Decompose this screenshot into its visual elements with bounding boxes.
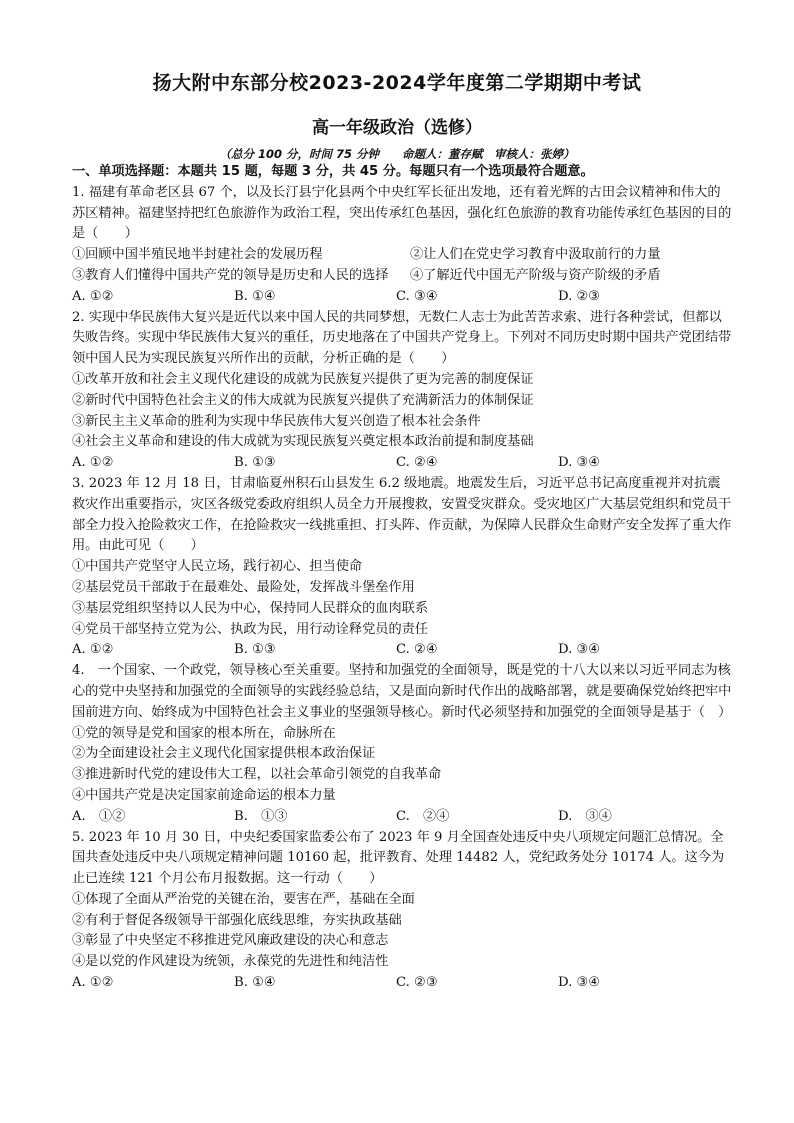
q5-option-d: D. ③④: [558, 975, 601, 991]
q3-option-a: A. ①②: [72, 642, 114, 658]
question-4-options: [72, 807, 732, 828]
q1-statement-4: ④了解近代中国无产阶级与资产阶级的矛盾: [410, 267, 661, 283]
q2-option-b: B. ①③: [234, 455, 276, 471]
q5-statement-2: ②有利于督促各级领导干部强化底线思维，夯实执政基础: [72, 912, 402, 928]
q1-statement-3: ③教育人们懂得中国共产党的领导是历史和人民的选择: [72, 267, 389, 283]
question-1-statements-row-1: [72, 245, 732, 266]
question-1-stem: 1. 福建有革命老区县 67 个，以及长汀县宁化县两个中央红军长征出发地，还有着光辉的古田会议精神和伟大的苏区精神。福建坚持把红色旅游作为政治工程，突出传承红色基因，强化红色旅游的教育功能传承红色基因的目的是（ ）: [72, 184, 732, 242]
q3-statement-2: ②基层党员干部敢于在最难处、最险处，发挥战斗堡垒作用: [72, 579, 415, 595]
q5-statement-3: ③彰显了中央坚定不移推进党风廉政建设的决心和意志: [72, 933, 389, 949]
q2-option-d: D. ③④: [558, 455, 601, 471]
q5-option-a: A. ①②: [72, 975, 114, 991]
q4-option-b: B. ①③: [234, 808, 288, 824]
q1-statement-2: ②让人们在党史学习教育中汲取前行的力量: [410, 247, 661, 263]
question-5-stem: 5. 2023 年 10 月 30 日，中央纪委国家监委公布了 2023 年 9 月全国查处违反中央八项规定问题汇总情况。全国共查处违反中央八项规定精神问题 10160 起，批评教育、处理 14482 人，党纪政务处分 10174 人。这今为止已连续 121 个月公布月报数据。这一行动（ ）: [72, 829, 725, 887]
question-1-statements-row-2: [72, 266, 732, 287]
q4-statement-2: ②为全面建设社会主义现代化国家提供根本政治保证: [72, 746, 376, 762]
q4-statement-4: ④中国共产党是决定国家前途命运的根本力量: [72, 787, 336, 803]
q2-statement-1: ①改革开放和社会主义现代化建设的成就为民族复兴提供了更为完善的制度保证: [72, 371, 534, 387]
q2-statement-3: ③新民主主义革命的胜利为实现中华民族伟大复兴创造了根本社会条件: [72, 413, 481, 429]
question-3-options: [72, 640, 732, 661]
q4-statement-3: ③推进新时代党的建设伟大工程，以社会革命引领党的自我革命: [72, 767, 442, 783]
question-1-options: [72, 287, 732, 308]
q2-statement-2: ②新时代中国特色社会主义的伟大成就为民族复兴提供了充满新活力的体制保证: [72, 392, 534, 408]
exam-meta: （总分 100 分，时间 75 分钟 命题人：董存赋 审核人：张婷）: [219, 147, 575, 161]
question-3-stem: 3. 2023 年 12 月 18 日，甘肃临夏州积石山县发生 6.2 级地震。地震发生后，习近平总书记高度重视并对抗震救灾作出重要指示，灾区各级党委政府组织人员全力开展搜救，安置受灾群众。受灾地区广大基层党组织和党员干部全力投入抢险救灾工作，在抢险救灾一线挑重担、打头阵、作贡献，为保障人民群众生命财产安全发挥了重大作用。由此可见（ ）: [72, 475, 732, 554]
q3-option-d: D. ③④: [558, 642, 601, 658]
question-2-options: [72, 453, 732, 474]
q1-option-a: A. ①②: [72, 288, 114, 304]
question-2-stem: 2. 实现中华民族伟大复兴是近代以来中国人民的共同梦想，无数仁人志士为此苦苦求索、进行各种尝试，但都以失败告终。实现中华民族伟大复兴的重任，历史地落在了中国共产党身上。下列对不同历史时期中国共产党团结带领中国人民为实现民族复兴所作出的贡献，分析正确的是（ ）: [72, 309, 732, 367]
q4-option-d: D. ③④: [558, 808, 612, 824]
q2-option-a: A. ①②: [72, 455, 114, 471]
exam-body: [72, 162, 732, 994]
exam-title: 扬大附中东部分校2023-2024学年度第二学期期中考试: [152, 72, 642, 94]
q2-option-c: C. ②④: [396, 455, 438, 471]
q3-option-b: B. ①③: [234, 642, 276, 658]
exam-subtitle: 高一年级政治（选修）: [312, 118, 482, 138]
q5-option-c: C. ②③: [396, 975, 438, 991]
q4-statement-1: ①党的领导是党和国家的根本所在，命脉所在: [72, 725, 336, 741]
q5-statement-1: ①体现了全面从严治党的关键在治，要害在严，基础在全面: [72, 891, 415, 907]
q4-option-c: C. ②④: [396, 808, 450, 824]
q3-option-c: C. ②④: [396, 642, 438, 658]
q5-statement-4: ④是以党的作风建设为统领，永葆党的先进性和纯洁性: [72, 954, 389, 970]
question-5-options: [72, 973, 732, 994]
q4-option-a: A. ①②: [72, 808, 126, 824]
q2-statement-4: ④社会主义革命和建设的伟大成就为实现民族复兴奠定根本政治前提和制度基础: [72, 434, 534, 450]
q3-statement-1: ①中国共产党坚守人民立场，践行初心、担当使命: [72, 559, 363, 575]
q3-statement-3: ③基层党组织坚持以人民为中心，保持同人民群众的血肉联系: [72, 600, 429, 616]
q3-statement-4: ④党员干部坚持立党为公、执政为民，用行动诠释党员的责任: [72, 621, 429, 637]
q1-option-c: C. ③④: [396, 288, 438, 304]
q5-option-b: B. ①④: [234, 975, 276, 991]
q1-option-d: D. ②③: [558, 288, 601, 304]
section-heading: 一、单项选择题：本题共 15 题，每题 3 分，共 45 分。每题只有一个选项最符合题意。: [72, 164, 594, 179]
q1-statement-1: ①回顾中国半殖民地半封建社会的发展历程: [72, 247, 323, 263]
question-4-stem: 4. 一个国家、一个政党，领导核心至关重要。坚持和加强党的全面领导，既是党的十八大以来以习近平同志为核心的党中央坚持和加强党的全面领导的实践经验总结，又是面向新时代作出的战略部署，就是要确保党始终把牢中国前进方向、始终成为中国特色社会主义事业的坚强领导核心。新时代必须坚持和加强党的全面领导是基于（ ）: [72, 663, 732, 720]
q1-option-b: B. ①④: [234, 288, 276, 304]
